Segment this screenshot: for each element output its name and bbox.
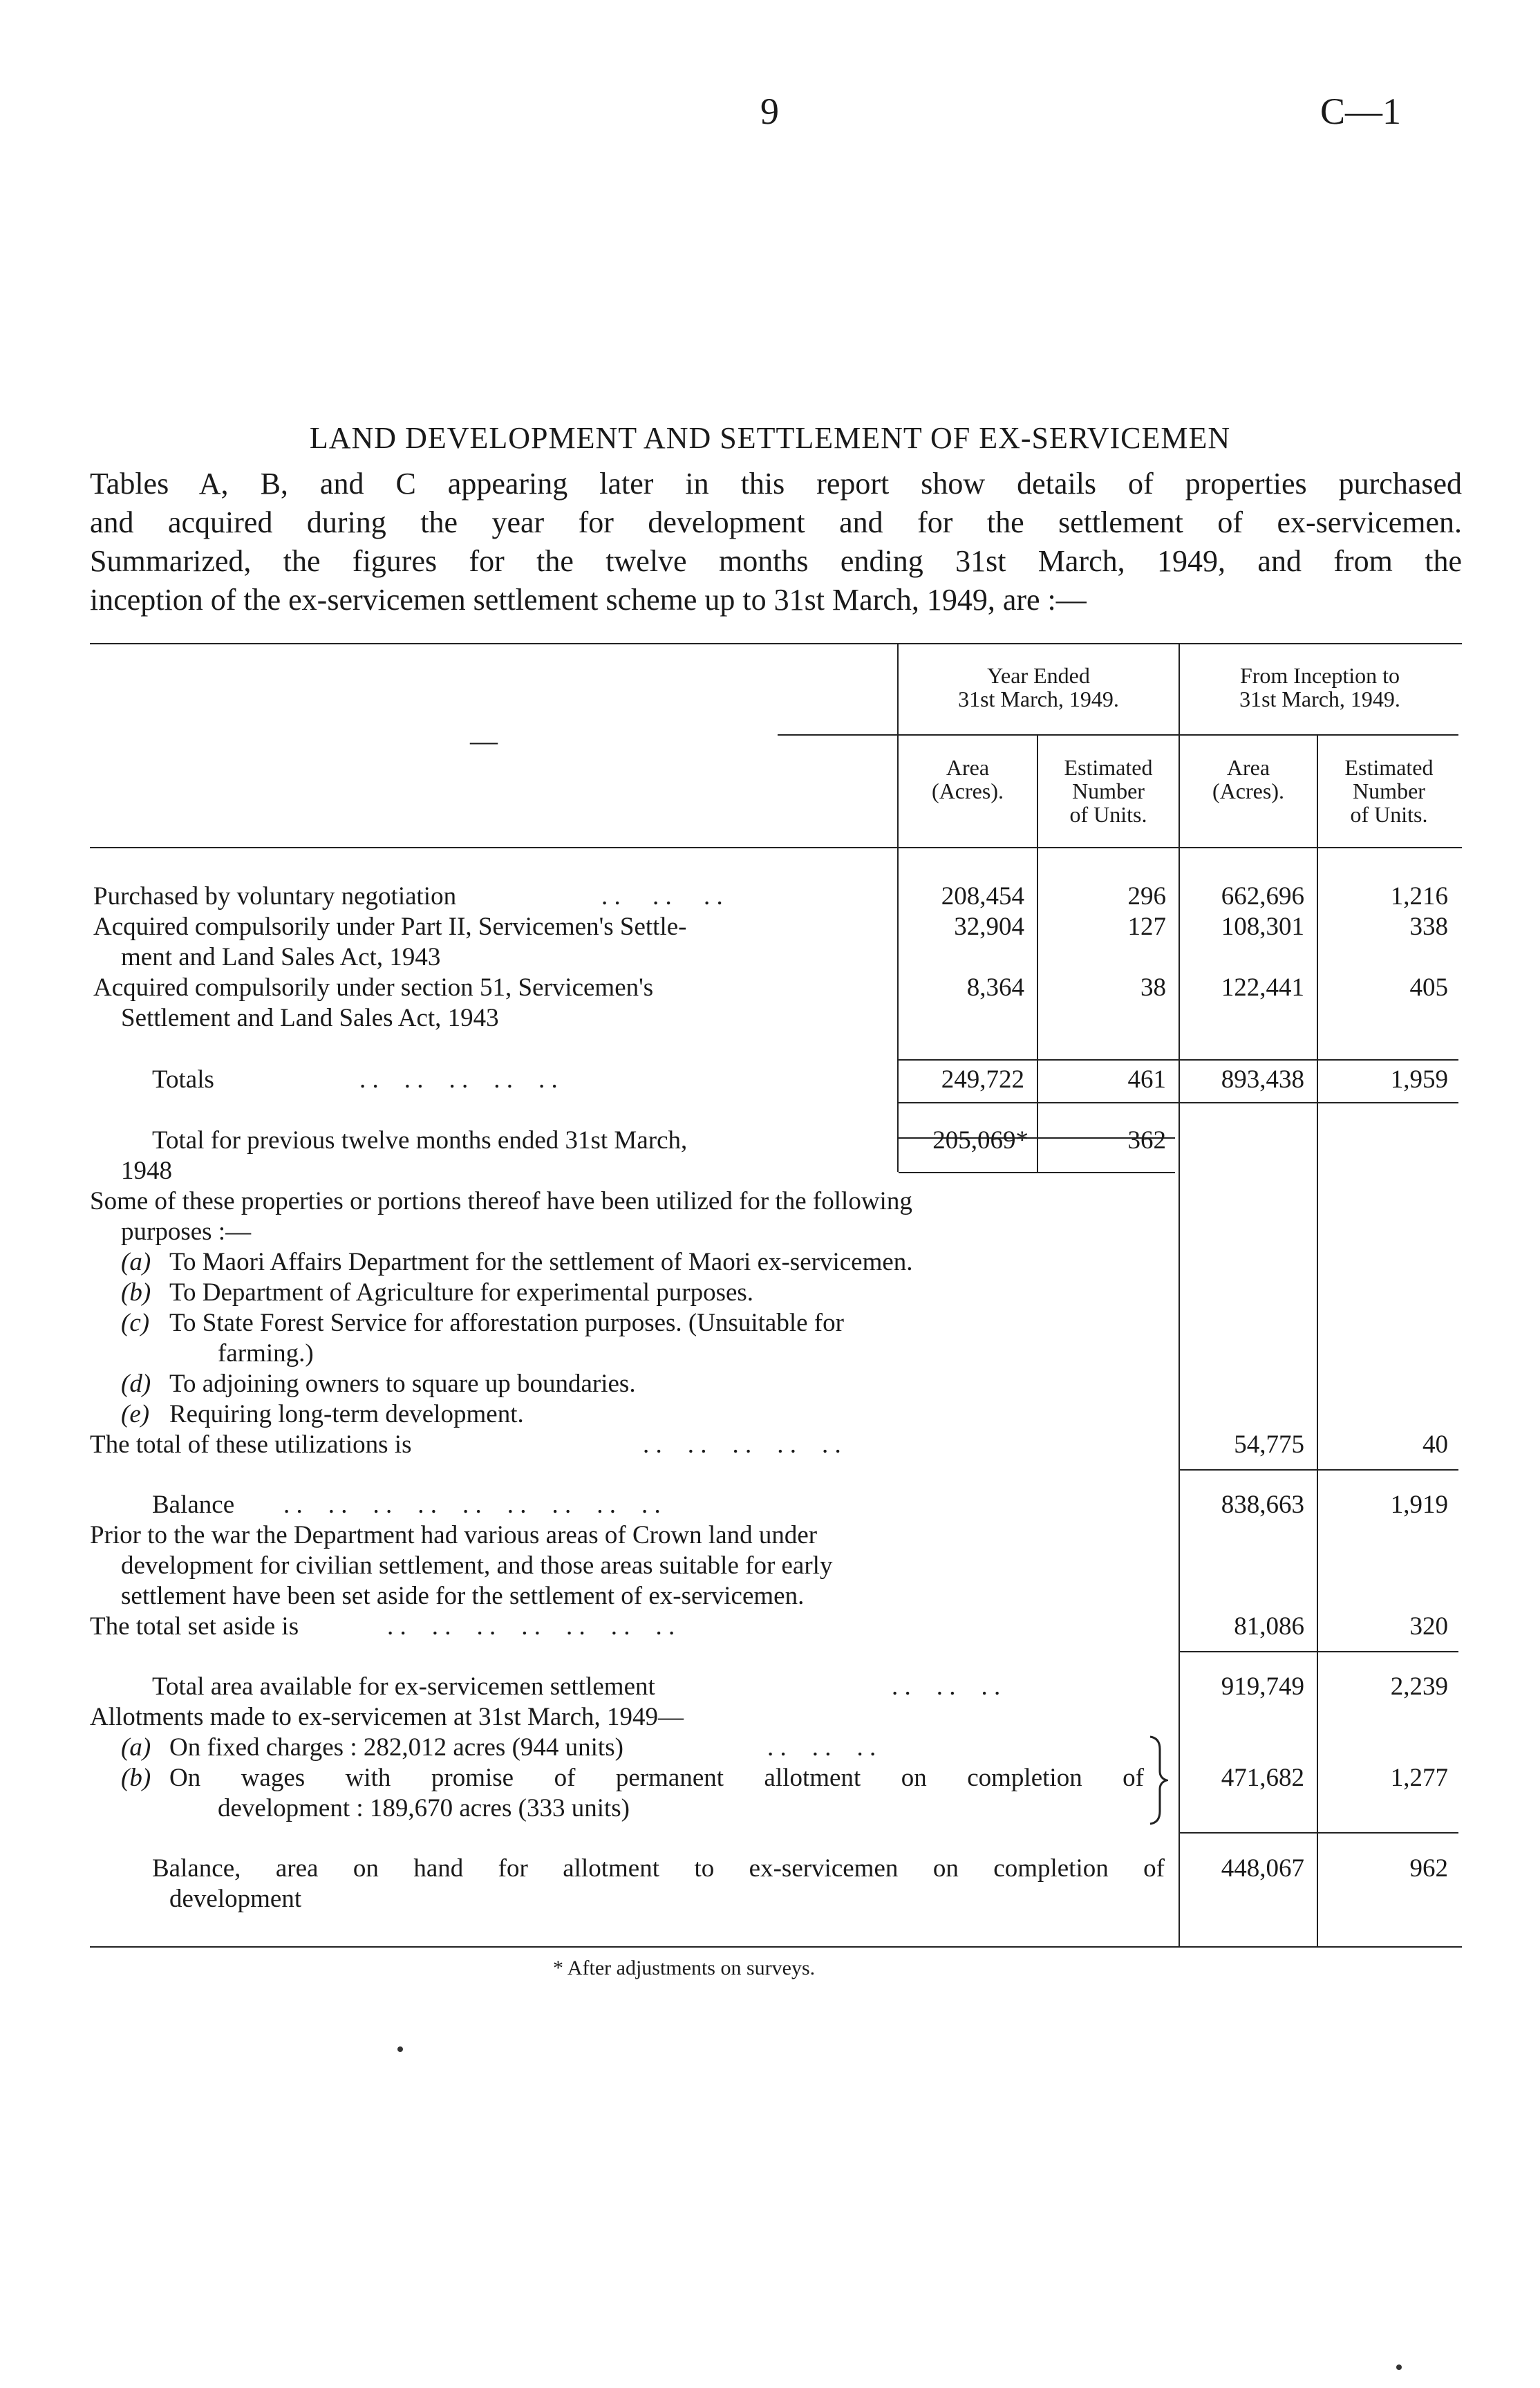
utilization-item: To adjoining owners to square up boundaries. bbox=[169, 1370, 636, 1398]
utilization-item: To Maori Affairs Department for the settlement of Maori ex-servicemen. bbox=[169, 1248, 913, 1276]
utilization-intro-cont: purposes :— bbox=[121, 1218, 252, 1246]
utilization-item: To Department of Agriculture for experimental purposes. bbox=[169, 1278, 754, 1307]
cell-value: 448,067 bbox=[1221, 1854, 1304, 1883]
subtotal-rule bbox=[1180, 1469, 1458, 1471]
leader-dots: . . . . . . bbox=[892, 1672, 1001, 1701]
intro-line: Tables A, B, and C appearing later in this report show details of properties purchased bbox=[90, 467, 1462, 501]
allotments-heading: Allotments made to ex-servicemen at 31st March, 1949— bbox=[90, 1703, 684, 1731]
item-marker: (a) bbox=[121, 1248, 151, 1276]
allotment-wages: On wages with promise of permanent allotment on completion of bbox=[169, 1764, 1144, 1792]
stub-header: — bbox=[470, 725, 498, 756]
cell-value: 338 bbox=[1409, 913, 1448, 941]
utilization-intro: Some of these properties or portions thereof have been utilized for the following bbox=[90, 1187, 912, 1215]
cell-value: 962 bbox=[1409, 1854, 1448, 1883]
utilization-item: To State Forest Service for afforestation purposes. (Unsuitable for bbox=[169, 1309, 844, 1337]
cell-value: 838,663 bbox=[1221, 1491, 1304, 1519]
section-title: LAND DEVELOPMENT AND SETTLEMENT OF EX-SERVICEMEN bbox=[309, 421, 1231, 455]
group-header-line: Year Ended bbox=[987, 663, 1090, 688]
utilization-item-cont: farming.) bbox=[218, 1339, 314, 1368]
col-header-area-year bbox=[899, 756, 1037, 803]
subtotal-rule bbox=[1180, 1832, 1458, 1834]
cell-value: 662,696 bbox=[1221, 882, 1304, 911]
group-header-line: From Inception to bbox=[1239, 663, 1400, 688]
footnote: * After adjustments on surveys. bbox=[553, 1957, 816, 1979]
cell-value: 8,364 bbox=[966, 973, 1024, 1002]
page-number: 9 bbox=[760, 91, 779, 132]
row-label-sec51-cont: Settlement and Land Sales Act, 1943 bbox=[121, 1004, 499, 1032]
cell-value: 127 bbox=[1127, 913, 1166, 941]
col-header-line: of Units. bbox=[1350, 802, 1428, 827]
document-code: C—1 bbox=[1320, 91, 1402, 132]
leader-dots: . . . . . . . . . . bbox=[643, 1430, 841, 1459]
leader-dots: . . . . . . bbox=[601, 882, 723, 911]
cell-value: 320 bbox=[1409, 1612, 1448, 1641]
cell-value: 38 bbox=[1140, 973, 1166, 1002]
intro-line: Summarized, the figures for the twelve months ending 31st March, 1949, and from the bbox=[90, 544, 1462, 578]
crown-text: development for civilian settlement, and those areas suitable for early bbox=[121, 1551, 833, 1580]
cell-value: 1,216 bbox=[1390, 882, 1448, 911]
cell-value: 40 bbox=[1422, 1430, 1448, 1459]
leader-dots: . . . . . . bbox=[767, 1733, 876, 1762]
cell-value: 405 bbox=[1409, 973, 1448, 1002]
cell-value: 249,722 bbox=[941, 1065, 1024, 1094]
crown-text: Prior to the war the Department had various areas of Crown land under bbox=[90, 1521, 818, 1549]
balance-area-label-cont: development bbox=[169, 1885, 302, 1913]
item-marker: (b) bbox=[121, 1764, 151, 1792]
leader-dots: . . . . . . . . . . . . . . bbox=[387, 1612, 675, 1641]
available-label: Total area available for ex-servicemen settlement bbox=[152, 1672, 655, 1701]
cell-value: 296 bbox=[1127, 882, 1166, 911]
cell-value: 32,904 bbox=[954, 913, 1024, 941]
cell-value: 208,454 bbox=[941, 882, 1024, 911]
cell-value: 461 bbox=[1127, 1065, 1166, 1094]
col-header-line: Estimated bbox=[1064, 755, 1153, 780]
cell-value: 81,086 bbox=[1234, 1612, 1304, 1641]
utilization-total-label: The total of these utilizations is bbox=[90, 1430, 412, 1459]
group-header-line: 31st March, 1949. bbox=[958, 687, 1119, 711]
cell-value: 108,301 bbox=[1221, 913, 1304, 941]
balance-label: Balance bbox=[152, 1491, 235, 1519]
item-marker: (d) bbox=[121, 1370, 151, 1398]
row-label-totals: Totals bbox=[152, 1065, 214, 1094]
cell-value: 1,919 bbox=[1390, 1491, 1448, 1519]
cell-value: 54,775 bbox=[1234, 1430, 1304, 1459]
cell-value: 205,069* bbox=[932, 1126, 1029, 1155]
row-label-previous-cont: 1948 bbox=[121, 1157, 172, 1185]
item-marker: (c) bbox=[121, 1309, 150, 1337]
col-header-line: Number bbox=[1072, 778, 1145, 803]
row-label-purchased: Purchased by voluntary negotiation bbox=[93, 882, 457, 911]
leader-dots: . . . . . . . . . . . . . . . . . . bbox=[283, 1491, 661, 1519]
group-header-inception bbox=[1180, 664, 1460, 711]
intro-line: inception of the ex-servicemen settlement scheme up to 31st March, 1949, are :— bbox=[90, 583, 1087, 617]
cell-value: 919,749 bbox=[1221, 1672, 1304, 1701]
scan-speck bbox=[397, 2046, 403, 2052]
scan-speck bbox=[1396, 2364, 1402, 2370]
item-marker: (a) bbox=[121, 1733, 151, 1762]
cell-value: 893,438 bbox=[1221, 1065, 1304, 1094]
allotment-wages-cont: development : 189,670 acres (333 units) bbox=[218, 1794, 630, 1822]
item-marker: (e) bbox=[121, 1400, 150, 1428]
col-header-line: Area bbox=[1226, 755, 1270, 780]
brace-icon bbox=[1147, 1735, 1168, 1825]
intro-line: and acquired during the year for development and for the settlement of ex-servicemen. bbox=[90, 505, 1462, 539]
col-header-units-year bbox=[1038, 756, 1179, 826]
cell-value: 362 bbox=[1127, 1126, 1166, 1155]
crown-total-label: The total set aside is bbox=[90, 1612, 299, 1641]
group-header-year bbox=[899, 664, 1179, 711]
allotment-fixed-charges: On fixed charges : 282,012 acres (944 units) bbox=[169, 1733, 623, 1762]
col-header-line: (Acres). bbox=[1212, 778, 1284, 803]
row-label-sec51: Acquired compulsorily under section 51, Servicemen's bbox=[93, 973, 654, 1002]
crown-text: settlement have been set aside for the settlement of ex-servicemen. bbox=[121, 1582, 805, 1610]
subtotal-rule bbox=[1180, 1651, 1458, 1652]
cell-value: 1,959 bbox=[1390, 1065, 1448, 1094]
col-header-area-inception bbox=[1180, 756, 1317, 803]
balance-area-label: Balance, area on hand for allotment to ex-servicemen on completion of bbox=[152, 1854, 1165, 1883]
col-header-units-inception bbox=[1318, 756, 1460, 826]
cell-value: 471,682 bbox=[1221, 1764, 1304, 1792]
col-header-line: of Units. bbox=[1069, 802, 1147, 827]
cell-value: 122,441 bbox=[1221, 973, 1304, 1002]
row-label-previous: Total for previous twelve months ended 31st March, bbox=[152, 1126, 688, 1155]
col-header-line: Area bbox=[946, 755, 990, 780]
col-header-line: Estimated bbox=[1344, 755, 1434, 780]
intro-paragraph bbox=[90, 465, 1462, 619]
cell-value: 2,239 bbox=[1390, 1672, 1448, 1701]
cell-value: 1,277 bbox=[1390, 1764, 1448, 1792]
col-header-line: (Acres). bbox=[932, 778, 1004, 803]
leader-dots: . . . . . . . . . . bbox=[359, 1065, 558, 1094]
row-label-part2: Acquired compulsorily under Part II, Servicemen's Settle- bbox=[93, 913, 687, 941]
row-label-part2-cont: ment and Land Sales Act, 1943 bbox=[121, 943, 441, 971]
group-header-line: 31st March, 1949. bbox=[1239, 687, 1400, 711]
col-header-line: Number bbox=[1353, 778, 1425, 803]
item-marker: (b) bbox=[121, 1278, 151, 1307]
utilization-item: Requiring long-term development. bbox=[169, 1400, 524, 1428]
